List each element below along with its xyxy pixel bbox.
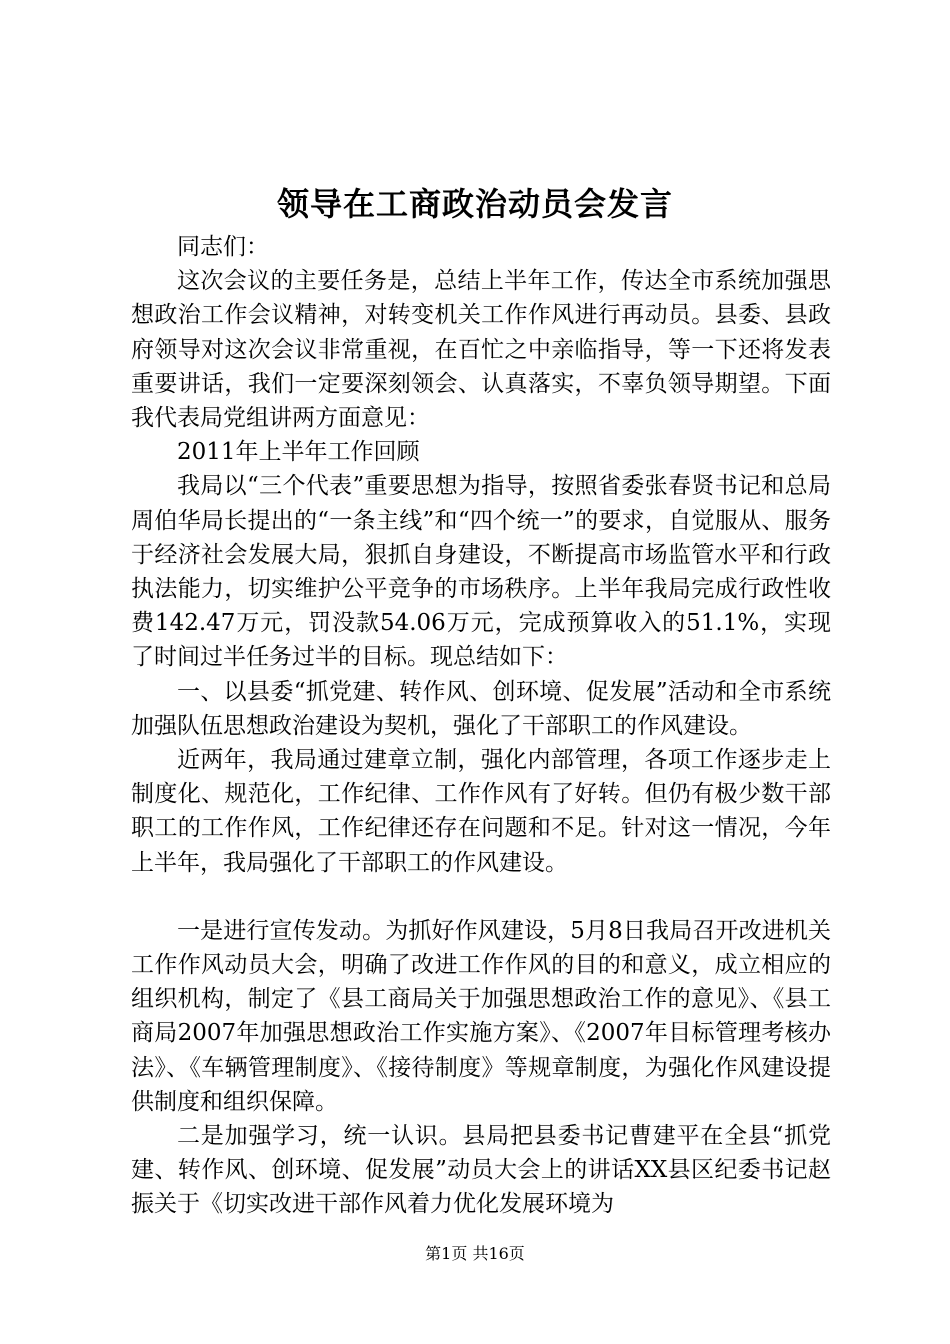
intro-paragraph: 这次会议的主要任务是，总结上半年工作，传达全市系统加强思想政治工作会议精神，对转变机关工作作风进行再动员。县委、县政府领导对这次会议非常重视，在百忙之中亲临指导，等一下还将发表重要讲话，我们一定要深刻领会、认真落实，不辜负领导期望。下面我代表局党组讲两方面意见： <box>131 268 831 432</box>
salutation-paragraph: 同志们： <box>177 234 269 260</box>
document-title: 领导在工商政治动员会发言 <box>276 185 673 223</box>
document-body <box>131 230 831 1222</box>
page-number-footer: 第1页 共16页 <box>425 1244 525 1263</box>
section-heading: 2011年上半年工作回顾 <box>177 439 420 466</box>
summary-paragraph: 我局以“三个代表”重要思想为指导，按照省委张春贤书记和总局周伯华局长提出的“一条主线”和“四个统一”的要求，自觉服从、服务于经济社会发展大局，狠抓自身建设，不断提高市场监管水平和行政执法能力，切实维护公平竞争的市场秩序。上半年我局完成行政性收费142.47万元，罚没款54.06万元，完成预算收入的51.1%，实现了时间过半任务过半的目标。现总结如下： <box>131 473 831 671</box>
point-one-heading: 一、以县委“抓党建、转作风、创环境、促发展”活动和全市系统加强队伍思想政治建设为契机，强化了干部职工的作风建设。 <box>131 678 831 739</box>
study-paragraph: 二是加强学习，统一认识。县局把县委书记曹建平在全县“抓党建、转作风、创环境、促发展”动员大会上的讲话XX县区纪委书记赵振关于《切实改进干部作风着力优化发展环境为 <box>131 1123 831 1218</box>
work-style-paragraph: 近两年，我局通过建章立制，强化内部管理，各项工作逐步走上制度化、规范化，工作纪律、工作作风有了好转。但仍有极少数干部职工的工作作风，工作纪律还存在问题和不足。针对这一情况，今年上半年，我局强化了干部职工的作风建设。 <box>131 747 831 876</box>
publicity-paragraph: 一是进行宣传发动。为抓好作风建设，5月8日我局召开改进机关工作作风动员大会，明确了改进工作作风的目的和意义，成立相应的组织机构，制定了《县工商局关于加强思想政治工作的意见》、《县工商局2007年加强思想政治工作实施方案》、《2007年目标管理考核办法》、《车辆管理制度》、《接待制度》等规章制度，为强化作风建设提供制度和组织保障。 <box>131 917 831 1115</box>
